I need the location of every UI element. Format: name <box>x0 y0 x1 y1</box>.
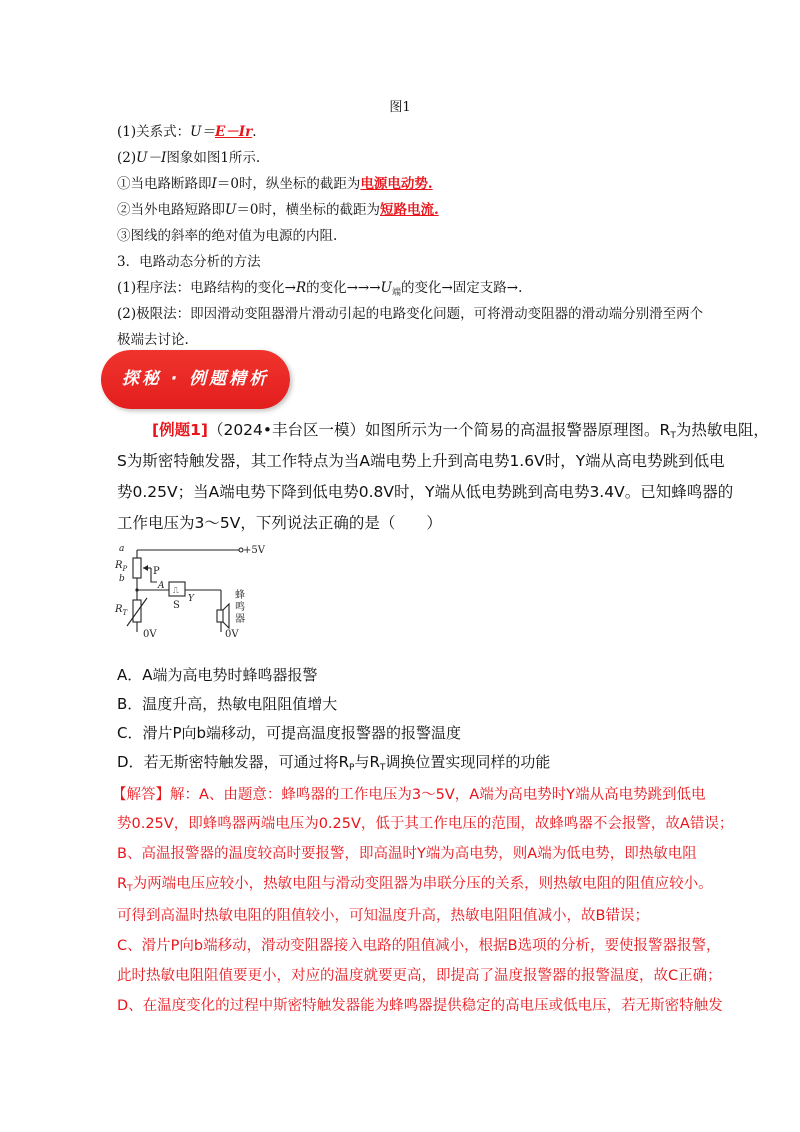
label-buzzer-1: 蜂 <box>235 590 245 601</box>
question-line-1: [例题1]（2024•丰台区一模）如图所示为一个简易的高温报警器原理图。$R_T$为热敏电阻， <box>152 421 769 441</box>
label-buzzer-3: 器 <box>235 614 245 625</box>
theory-line-procedure: (1)程序法：电路结构的变化→R的变化$\to\to\to U_端$的变化→固定支路→. <box>117 280 523 298</box>
label-a: a <box>119 544 125 554</box>
theory-line-limit: (2)极限法：即因滑动变阻器滑片滑动引起的电路变化问题，可将滑动变阻器的滑动端分别滑至两个 <box>117 306 704 322</box>
theory-heading-dynamic: 3．电路动态分析的方法 <box>117 254 261 270</box>
answer-line-2: 势0.25V，即蜂鸣器两端电压为0.25V，低于其工作电压的范围，故蜂鸣器不会报警，故A错误； <box>117 816 734 832</box>
question-line-4: 工作电压为3～5V，下列说法正确的是（ ） <box>117 514 442 532</box>
answer-line-7: 此时热敏电阻阻值要更小，对应的温度就要更高，即提高了温度报警器的报警温度，故C正确； <box>117 968 722 984</box>
answer-line-8: D、在温度变化的过程中斯密特触发器能为蜂鸣器提供稳定的高电压或低电压，若无斯密特触发 <box>117 998 723 1014</box>
option-b[interactable]: B．温度升高，热敏电阻阻值增大 <box>117 695 338 713</box>
question-tag: [例题1] <box>152 421 208 439</box>
label-a-input: A <box>158 581 165 591</box>
blank-answer-relation: E－Ir <box>215 124 253 140</box>
label-0v-left: 0V <box>143 629 157 638</box>
option-c[interactable]: C．滑片P向b端移动，可提高温度报警器的报警温度 <box>117 724 462 742</box>
answer-line-1: 【解答】解：A、由题意：蜂鸣器的工作电压为3～5V，A端为高电势时Y端从高电势跳到低电 <box>112 787 706 803</box>
theory-line-open-circuit: ①当电路断路即I＝0时，纵坐标的截距为电源电动势. <box>117 176 433 192</box>
figure-caption: 图1 <box>389 100 411 115</box>
theory-line-limit-cont: 极端去讨论. <box>117 332 189 348</box>
label-plus5v: +5V <box>243 545 265 556</box>
label-s: S <box>173 600 180 611</box>
label-rp: $R_P$ <box>115 560 128 573</box>
option-d[interactable]: D．若无斯密特触发器，可通过将$R_P$与$R_T$调换位置实现同样的功能 <box>117 753 551 773</box>
blank-answer-emf: 电源电动势. <box>360 176 433 192</box>
schmitt-symbol: ⎍ <box>173 586 179 595</box>
label-rt: $R_T$ <box>115 604 128 617</box>
circuit-diagram <box>113 538 273 638</box>
theory-line-graph: (2)U－I图象如图1所示. <box>117 150 261 166</box>
label-p: P <box>153 566 160 577</box>
theory-line-slope: ③图线的斜率的绝对值为电源的内阻. <box>117 228 338 244</box>
answer-line-5: 可得到高温时热敏电阻的阻值较小，可知温度升高，热敏电阻阻值减小，故B错误； <box>117 908 649 924</box>
question-line-3: 势0.25V；当A端电势下降到低电势0.8V时，Y端从低电势跳到高电势3.4V。已知蜂鸣器的 <box>117 483 734 501</box>
answer-line-6: C、滑片P向b端移动，滑动变阻器接入电路的阻值减小，根据B选项的分析，要使报警器报警， <box>117 938 721 954</box>
label-y: Y <box>188 594 194 604</box>
option-a[interactable]: A．A端为高电势时蜂鸣器报警 <box>117 666 318 684</box>
section-banner <box>101 350 290 409</box>
theory-line-short-circuit: ②当外电路短路即U＝0时，横坐标的截距为短路电流. <box>117 202 439 218</box>
label-buzzer-2: 鸣 <box>235 602 245 613</box>
answer-line-4: $R_T$为两端电压应较小，热敏电阻与滑动变阻器为串联分压的关系，则热敏电阻的阻值应较小。 <box>117 876 713 894</box>
section-banner-text: 探秘 · 例题精析 <box>121 369 270 389</box>
theory-line-relation: (1)关系式：U＝E－Ir. <box>117 124 257 140</box>
answer-line-3: B、高温报警器的温度较高时要报警，即高温时Y端为高电势，则A端为低电势，即热敏电阻 <box>117 846 697 862</box>
blank-answer-short-current: 短路电流. <box>379 202 439 218</box>
question-line-2: S为斯密特触发器，其工作特点为当A端电势上升到高电势1.6V时，Y端从高电势跳到低电 <box>117 452 725 470</box>
label-b: b <box>119 574 125 584</box>
label-0v-right: 0V <box>225 629 239 638</box>
